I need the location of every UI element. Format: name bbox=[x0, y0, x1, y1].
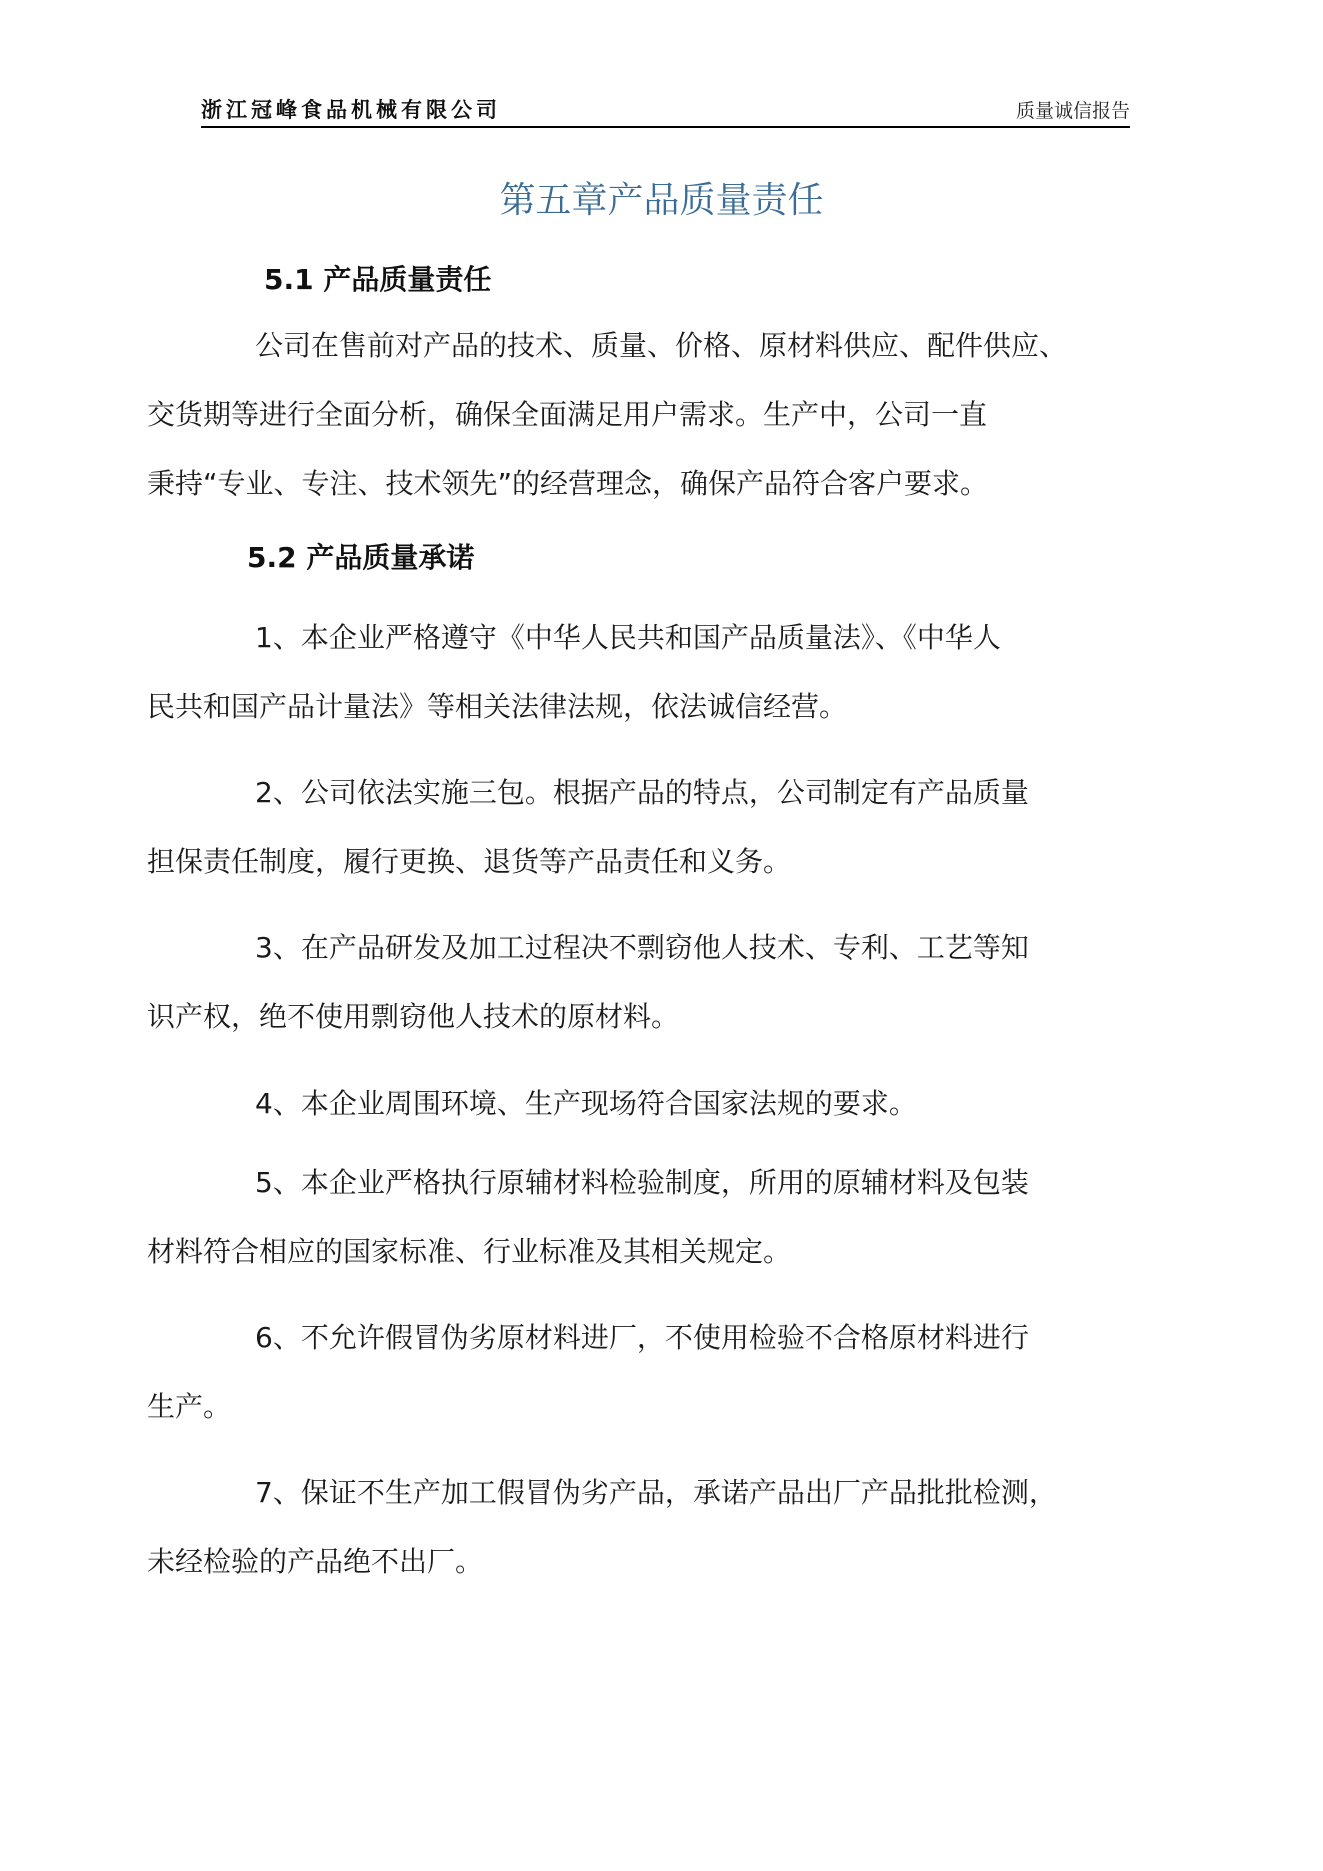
commitment-item-6 bbox=[147, 1303, 1135, 1441]
commitment-item-4 bbox=[201, 1069, 1135, 1138]
commitment-line: 5、本企业严格执行原辅材料检验制度，所用的原辅材料及包装 bbox=[255, 1166, 1029, 1199]
commitment-item-7 bbox=[147, 1458, 1135, 1596]
commitment-line: 生产。 bbox=[147, 1390, 232, 1423]
commitment-line: 担保责任制度，履行更换、退货等产品责任和义务。 bbox=[147, 845, 792, 878]
section-5-1-paragraph bbox=[147, 311, 1135, 518]
page-header bbox=[201, 92, 1130, 128]
commitment-line: 识产权，绝不使用剽窃他人技术的原材料。 bbox=[147, 1000, 680, 1033]
commitment-item-3 bbox=[147, 913, 1135, 1051]
commitment-line: 民共和国产品计量法》等相关法律法规，依法诚信经营。 bbox=[147, 690, 848, 723]
commitment-line: 1、本企业严格遵守《中华人民共和国产品质量法》、《中华人 bbox=[255, 621, 1001, 654]
commitment-line: 2、公司依法实施三包。根据产品的特点，公司制定有产品质量 bbox=[255, 776, 1029, 809]
paragraph-line: 秉持“专业、专注、技术领先”的经营理念，确保产品符合客户要求。 bbox=[147, 467, 989, 500]
header-report-title: 质量诚信报告 bbox=[1015, 100, 1130, 122]
commitment-line: 材料符合相应的国家标准、行业标准及其相关规定。 bbox=[147, 1235, 792, 1268]
commitment-item-1 bbox=[147, 603, 1135, 741]
commitment-item-5 bbox=[147, 1148, 1135, 1286]
commitment-item-2 bbox=[147, 758, 1135, 896]
commitment-line: 3、在产品研发及加工过程决不剽窃他人技术、专利、工艺等知 bbox=[255, 931, 1029, 964]
commitment-line: 7、保证不生产加工假冒伪劣产品，承诺产品出厂产品批批检测， bbox=[255, 1476, 1057, 1509]
paragraph-line: 公司在售前对产品的技术、质量、价格、原材料供应、配件供应、 bbox=[255, 329, 1068, 362]
commitment-line: 6、不允许假冒伪劣原材料进厂，不使用检验不合格原材料进行 bbox=[255, 1321, 1029, 1354]
section-heading-5-2: 5.2 产品质量承诺 bbox=[247, 541, 475, 574]
header-company-name: 浙江冠峰食品机械有限公司 bbox=[201, 98, 501, 122]
commitment-line: 未经检验的产品绝不出厂。 bbox=[147, 1545, 484, 1578]
commitment-line: 4、本企业周围环境、生产现场符合国家法规的要求。 bbox=[255, 1087, 917, 1120]
paragraph-line: 交货期等进行全面分析，确保全面满足用户需求。生产中，公司一直 bbox=[147, 398, 988, 431]
chapter-title: 第五章产品质量责任 bbox=[499, 180, 824, 221]
section-heading-5-1: 5.1 产品质量责任 bbox=[264, 263, 492, 296]
